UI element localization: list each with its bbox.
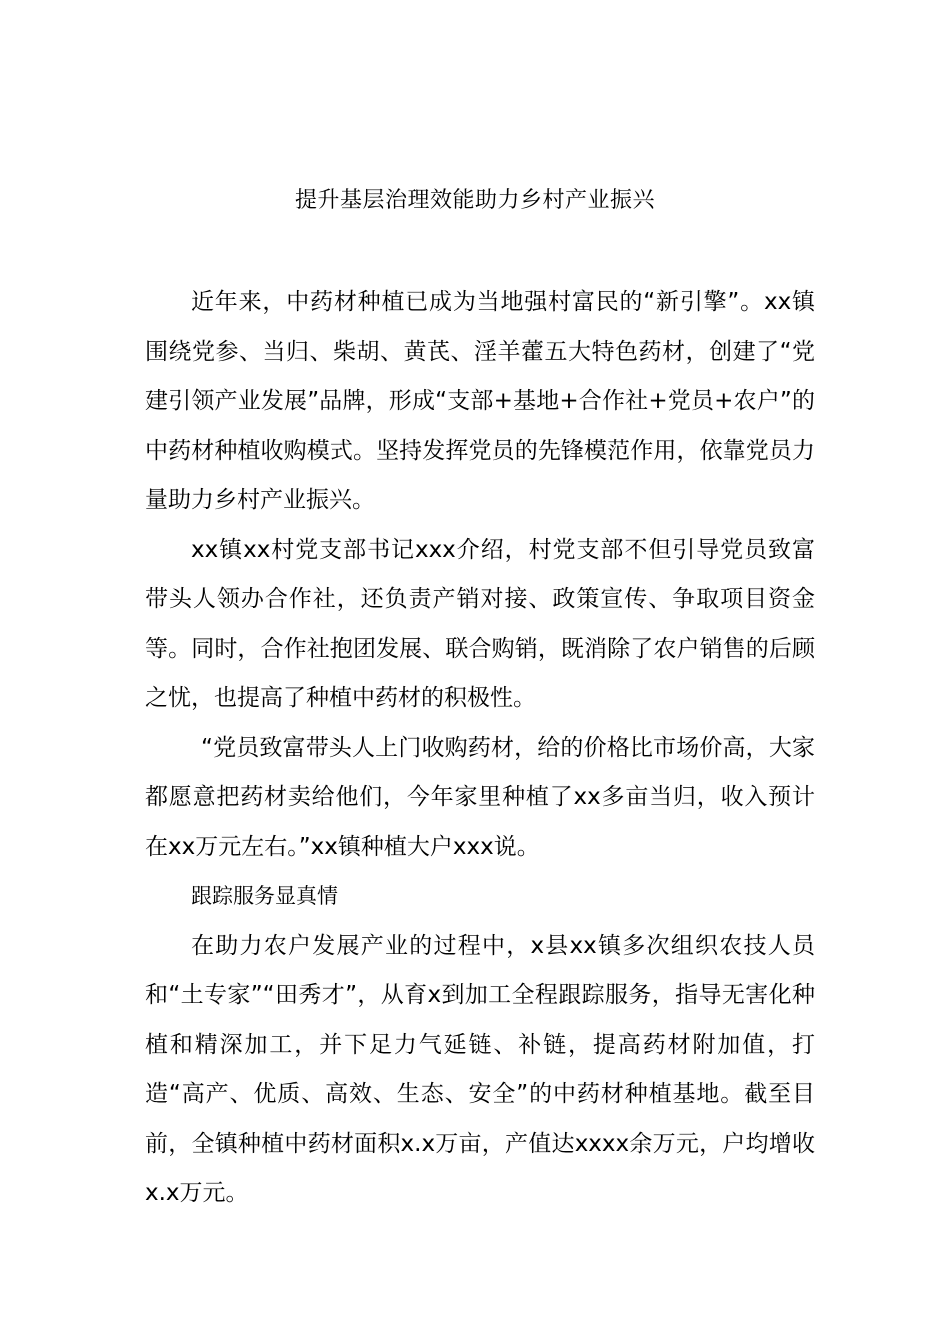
document-body: [145, 278, 815, 1219]
paragraph-intro: 近年来，中药材种植已成为当地强村富民的“新引擎”。xx镇围绕党参、当归、柴胡、黄芪、淫羊藿五大特色药材，创建了“党建引领产业发展”品牌，形成“支部+基地+合作社+党员+农户”的中药材种植收购模式。坚持发挥党员的先锋模范作用，依靠党员力量助力乡村产业振兴。: [145, 289, 815, 513]
section-heading: 跟踪服务显真情: [191, 884, 338, 908]
paragraph-tracking-service: 在助力农户发展产业的过程中，x县xx镇多次组织农技人员和“土专家”“田秀才”，从育x到加工全程跟踪服务，指导无害化种植和精深加工，并下足力气延链、补链，提高药材附加值，打造“高产、优质、高效、生态、安全”的中药材种植基地。截至目前，全镇种植中药材面积x.x万亩，产值达xxxx余万元，户均增收x.x万元。: [145, 932, 815, 1206]
paragraph-party-branch: xx镇xx村党支部书记xxx介绍，村党支部不但引导党员致富带头人领办合作社，还负责产销对接、政策宣传、争取项目资金等。同时，合作社抱团发展、联合购销，既消除了农户销售的后顾之忧，也提高了种植中药材的积极性。: [145, 536, 815, 711]
document-title: 提升基层治理效能助力乡村产业振兴: [294, 188, 655, 213]
paragraph-quote: “党员致富带头人上门收购药材，给的价格比市场价高，大家都愿意把药材卖给他们，今年家里种植了xx多亩当归，收入预计在xx万元左右。”xx镇种植大户xxx说。: [145, 734, 815, 860]
